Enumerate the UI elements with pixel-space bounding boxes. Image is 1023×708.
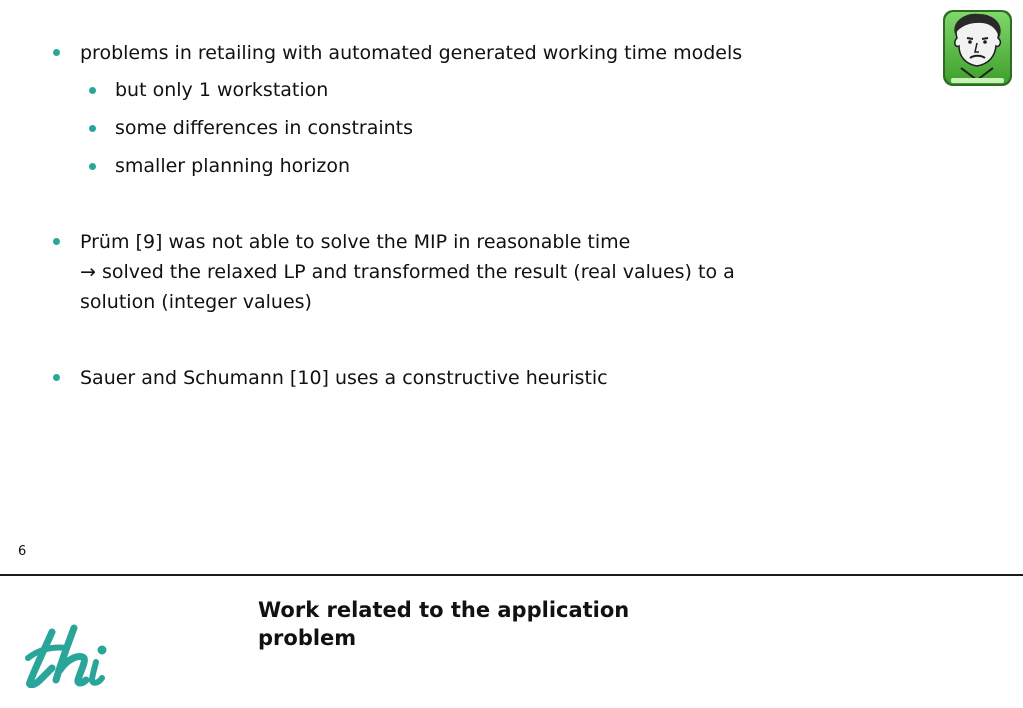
bullet-text: Sauer and Schumann [10] uses a constructive heuristic [80, 367, 608, 389]
bullet-continuation-text: solution (integer values) [80, 291, 312, 313]
sub-bullet-dot [89, 163, 96, 170]
footer-title: Work related to the application problem [258, 598, 630, 650]
arrow-right-icon: → [80, 261, 96, 283]
sub-bullet-dot [89, 125, 96, 132]
bullet-text: Prüm [9] was not able to solve the MIP in reasonable time [80, 231, 631, 253]
bullet-text: problems in retailing with automated generated working time models [80, 42, 743, 64]
beethoven-portrait-icon [941, 8, 1014, 88]
bullet-continuation-text: solved the relaxed LP and transformed the result (real values) to a [101, 261, 735, 283]
bullet-dot [53, 374, 60, 381]
sub-bullet-text: but only 1 workstation [115, 79, 329, 101]
tu-ilmenau-logo-icon [22, 622, 114, 688]
sub-bullet-text: smaller planning horizon [115, 155, 351, 177]
page-number: 6 [18, 544, 27, 559]
sub-bullet-dot [89, 87, 96, 94]
footer-divider [0, 574, 1023, 576]
bullet-dot [53, 49, 60, 56]
sub-bullet-text: some differences in constraints [115, 117, 414, 139]
bullet-continuation [80, 257, 735, 287]
bullet-dot [53, 238, 60, 245]
